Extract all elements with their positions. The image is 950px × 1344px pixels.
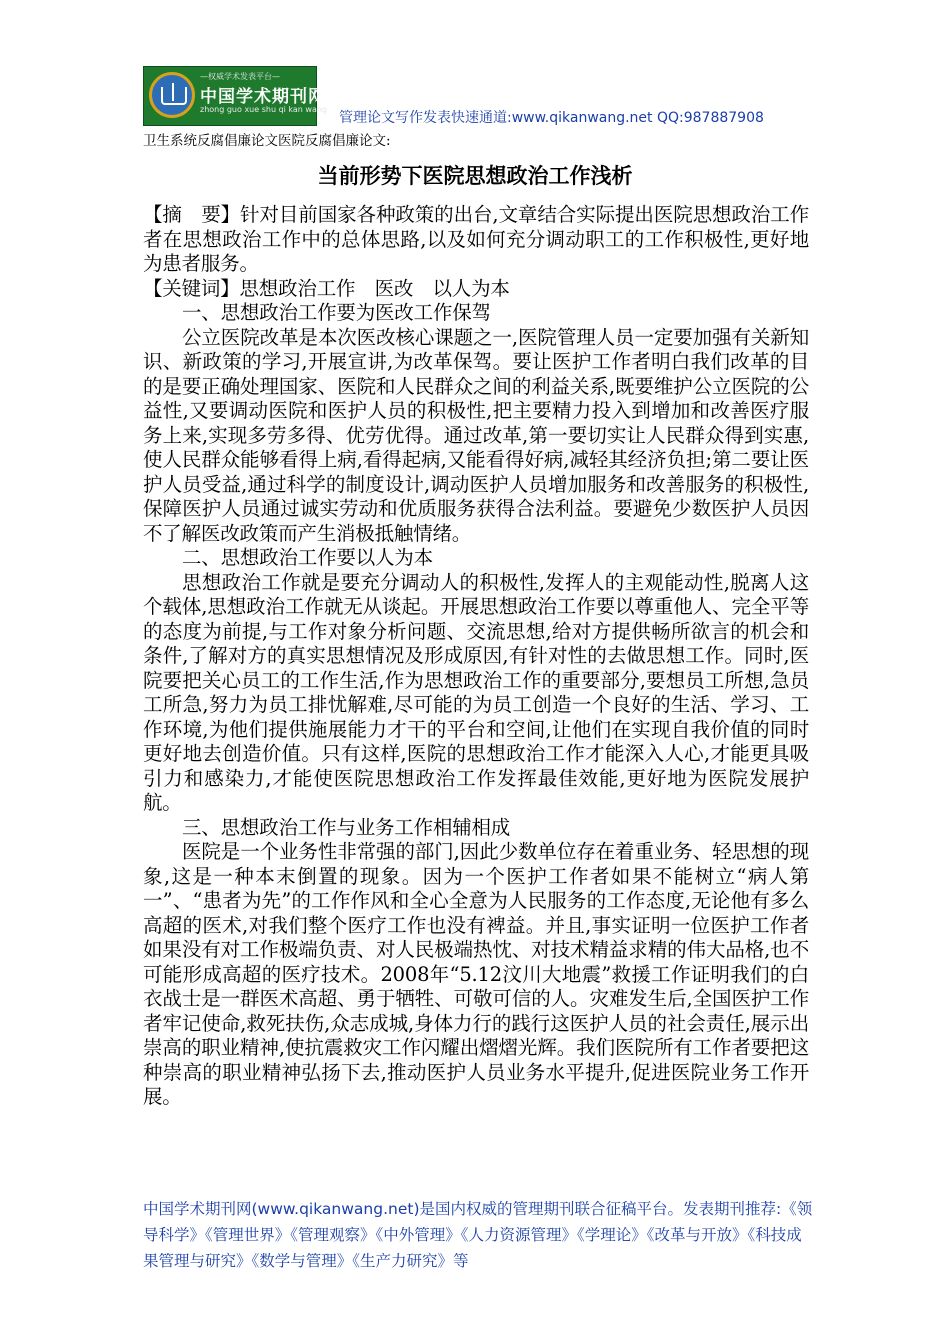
section-body-3: 医院是一个业务性非常强的部门,因此少数单位存在着重业务、轻思想的现象,这是一种本末倒置的现象。因为一个医护工作者如果不能树立“病人第一”、“患者为先”的工作作风和全心全意为人民服务的工作态度,无论他有多么高超的医术,对我们整个医疗工作也没有裨益。并且,事实证明一位医护工作者如果没有对工作极端负责、对人民极端热忱、对技术精益求精的伟大品格,也不可能形成高超的医疗技术。2008年“5.12汶川大地震”救援工作证明我们的白衣战士是一群医术高超、勇于牺牲、可敬可信的人。灾难发生后,全国医护工作者牢记使命,救死扶伤,众志成城,身体力行的践行这医护人员的社会责任,展示出崇高的职业精神,使抗震救灾工作闪耀出熠熠光辉。我们医院所有工作者要把这种崇高的职业精神弘扬下去,推动医护人员业务水平提升,促进医院业务工作开展。 [143,840,809,1108]
keywords: 【关键词】思想政治工作 医改 以人为本 [143,276,510,300]
category-line: 卫生系统反腐倡廉论文医院反腐倡廉论文: [143,133,391,149]
section-heading-2: 二、思想政治工作要以人为本 [182,546,433,569]
service-link[interactable]: 管理论文写作发表快速通道:www.qikanwang.net QQ:987887908 [339,110,764,126]
section-heading-3: 三、思想政治工作与业务工作相辅相成 [182,815,511,839]
section-heading-1: 一、思想政治工作要为医改工作保驾 [182,301,491,324]
logo-name: 中国学术期刊网 [200,87,326,107]
logo-tagline: —权威学术发表平台— [200,72,280,81]
book-emblem-icon [149,72,195,118]
article-title: 当前形势下医院思想政治工作浅析 [317,164,633,188]
site-logo[interactable] [143,66,328,126]
logo-pinyin: zhong guo xue shu qi kan wang [200,105,328,114]
abstract: 【摘 要】针对目前国家各种政策的出台,文章结合实际提出医院思想政治工作者在思想政治工作中的总体思路,以及如何充分调动职工的工作积极性,更好地为患者服务。 [143,203,809,275]
footer-promo: 中国学术期刊网(www.qikanwang.net)是国内权威的管理期刊联合征稿平台。发表期刊推荐:《领导科学》《管理世界》《管理观察》《中外管理》《人力资源管理》《学理论》《改革与开放》《科技成果管理与研究》《数学与管理》《生产力研究》等 [143,1200,813,1270]
section-body-2: 思想政治工作就是要充分调动人的积极性,发挥人的主观能动性,脱离人这个载体,思想政治工作就无从谈起。开展思想政治工作要以尊重他人、完全平等的态度为前提,与工作对象分析问题、交流思想,给对方提供畅所欲言的机会和条件,了解对方的真实思想情况及形成原因,有针对性的去做思想工作。同时,医院要把关心员工的工作生活,作为思想政治工作的重要部分,要想员工所想,急员工所急,努力为员工排忧解难,尽可能的为员工创造一个良好的生活、学习、工作环境,为他们提供施展能力才干的平台和空间,让他们在实现自我价值的同时更好地去创造价值。只有这样,医院的思想政治工作才能深入人心,才能更具吸引力和感染力,才能使医院思想政治工作发挥最佳效能,更好地为医院发展护航。 [143,570,809,814]
page-header [143,66,823,128]
section-body-1: 公立医院改革是本次医改核心课题之一,医院管理人员一定要加强有关新知识、新政策的学习,开展宣讲,为改革保驾。要让医护工作者明白我们改革的目的是要正确处理国家、医院和人民群众之间的利益关系,既要维护公立医院的公益性,又要调动医院和医护人员的积极性,把主要精力投入到增加和改善医疗服务上来,实现多劳多得、优劳优得。通过改革,第一要切实让人民群众得到实惠,使人民群众能够看得上病,看得起病,又能看得好病,减轻其经济负担;第二要让医护人员受益,通过科学的制度设计,调动医护人员增加服务和改善服务的积极性,保障医护人员通过诚实劳动和优质服务获得合法利益。要避免少数医护人员因不了解医改政策而产生消极抵触情绪。 [143,325,809,545]
article-body [143,203,809,1110]
